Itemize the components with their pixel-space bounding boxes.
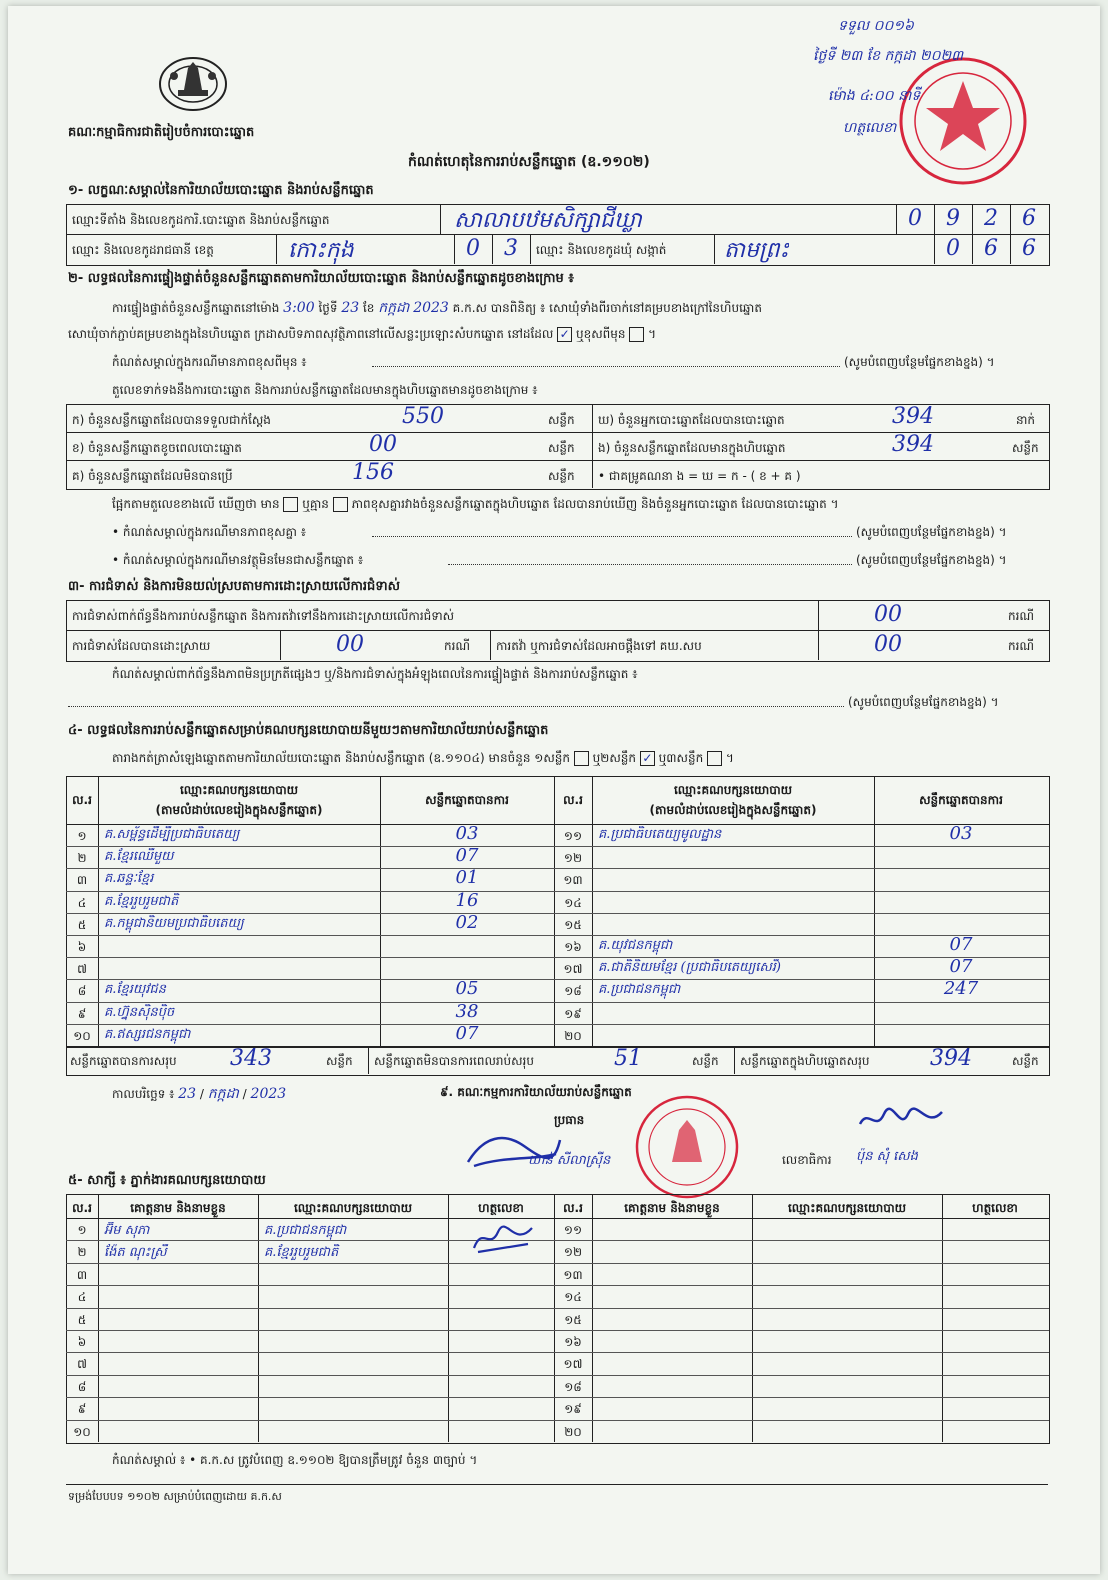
- chair-name: យាន់ សីលាស្រ៊ីន: [528, 1153, 611, 1168]
- spoiled-ballots-unit: សន្លឹក: [548, 441, 575, 455]
- results-row-number-right: ១៧: [563, 962, 583, 977]
- irregularity-note-label: កំណត់សម្គាល់ពាក់ព័ន្ធនឹងភាពមិនប្រក្រតីផ្សេងៗ ឬ/និងការជំទាស់ក្នុងអំឡុងពេលនៃការផ្ទៀងផ្ទាត់ និងការរាប់សន្លឹកឆ្នោត ៖: [112, 667, 638, 681]
- witness-row-number-left: ១: [77, 1223, 87, 1237]
- total-box-value: 394: [930, 1046, 972, 1071]
- results-row-number-right: ១១: [563, 829, 583, 843]
- objections-unit: ករណី: [1008, 609, 1035, 623]
- changed-label: ឬខុសពីមុន: [576, 327, 626, 341]
- results-col-votes-left: សន្លឹកឆ្នោតបានការ: [425, 793, 509, 807]
- total-box-unit: សន្លឹក: [1012, 1054, 1039, 1068]
- results-valid-votes-left: 03: [455, 823, 479, 844]
- totals-row: [66, 1046, 1050, 1076]
- witness-row-number-right: ១៣: [563, 1267, 583, 1282]
- two-sheets-checkbox[interactable]: ✓: [640, 751, 655, 766]
- stamp-note-line-4: ហត្ថលេខា: [843, 120, 897, 136]
- one-sheet-checkbox[interactable]: [574, 751, 589, 766]
- discrepancy-note-label: • កំណត់សម្គាល់ក្នុងករណីមានភាពខុសគ្នា ៖: [112, 525, 307, 539]
- objections-value: 00: [874, 602, 902, 627]
- signing-date-line: កាលបរិច្ឆេទ ៖ 23 / កក្កដា / 2023: [112, 1086, 287, 1102]
- commune-code-digit-2: 6: [984, 236, 998, 261]
- tally-sheets-three-label: ឬ៣សន្លឹក: [658, 751, 704, 765]
- unused-ballots-unit: សន្លឹក: [548, 469, 575, 483]
- check-month-value: កក្កដា: [378, 300, 410, 316]
- voters-label: ឃ) ចំនួនអ្នកបោះឆ្នោតដែលបានបោះឆ្នោត: [598, 413, 785, 427]
- results-row-number-left: ៥: [77, 917, 87, 932]
- irregularity-note-tail: (សូមបំពេញបន្ថែមផ្នែកខាងខ្នង) ។: [848, 695, 999, 709]
- has-discrepancy-checkbox[interactable]: [283, 497, 298, 512]
- discrepancy-note-tail: (សូមបំពេញបន្ថែមផ្នែកខាងខ្នង) ។: [856, 525, 1007, 539]
- seal-check-text: សោឃុំចាក់ភ្ជាប់គម្របខាងក្នុងនៃហិបឆ្នោត ក្រដាសបិទភាពសុវត្ថិភាពនៅលើសន្លះប្រឡោះសំបកឆ្នោត នៅដដែល: [68, 327, 554, 341]
- seal-note-line[interactable]: [372, 366, 840, 367]
- tally-sheets-one-label: តារាងកត់ត្រាសំឡេងឆ្នោតតាមការិយាល័យបោះឆ្នោត និងរាប់សន្លឹកឆ្នោត (ឧ.១១០៤) មានចំនួន ១សន្លឹក: [112, 751, 570, 765]
- discrepancy-text: ភាពខុសគ្នារវាងចំនួនសន្លឹកឆ្នោតក្នុងហិបឆ្នោត ដែលបានរាប់ឃើញ និងចំនួនអ្នកបោះឆ្នោត ដែលបានបោះឆ្នោត ។: [351, 497, 839, 511]
- foreign-object-note-line[interactable]: [448, 564, 852, 565]
- secretary-label: លេខាធិការ: [782, 1153, 832, 1167]
- signing-date-year: 2023: [250, 1086, 287, 1102]
- witness-col-no-left: ល.រ: [72, 1201, 92, 1215]
- total-invalid-unit: សន្លឹក: [692, 1054, 719, 1068]
- province-code-digit-2: 3: [504, 236, 518, 261]
- results-row-number-left: ១: [77, 829, 87, 843]
- unused-ballots-label: គ) ចំនួនសន្លឹកឆ្នោតដែលមិនបានប្រើ: [72, 469, 233, 483]
- witness-row-number-right: ១៨: [564, 1379, 582, 1394]
- check-time-prefix: ការផ្ទៀងផ្ទាត់ចំនួនសន្លឹកឆ្នោតនៅម៉ោង: [112, 301, 280, 315]
- results-party-name-left: គ.ខ្មែររួបរួមជាតិ: [104, 893, 179, 909]
- voters-value: 394: [892, 404, 934, 429]
- unused-ballots-value: 156: [352, 460, 394, 485]
- witness-row-number-right: ១៥: [564, 1312, 582, 1327]
- results-party-name-left: គ.ឥស្សរជនកម្ពុជា: [104, 1026, 191, 1042]
- results-col-party-sub-left: (តាមលំដាប់លេខរៀងក្នុងសន្លឹកឆ្នោត): [155, 803, 323, 817]
- results-party-name-right: គ.យុវជនកម្ពុជា: [598, 938, 673, 953]
- received-ballots-label: ក) ចំនួនសន្លឹកឆ្នោតដែលបានទទួលជាក់ស្ដែង: [72, 413, 271, 427]
- witness-row-number-right: ១២: [563, 1245, 583, 1260]
- witness-row-number-left: ២: [77, 1245, 87, 1260]
- three-sheets-checkbox[interactable]: [707, 751, 722, 766]
- received-stamp: [888, 46, 1038, 196]
- results-valid-votes-left: 07: [455, 845, 479, 867]
- results-row-number-left: ៣: [76, 873, 88, 888]
- changed-checkbox[interactable]: [629, 327, 644, 342]
- results-row-number-right: ២០: [564, 1028, 582, 1043]
- results-valid-votes-right: 247: [943, 978, 979, 1000]
- commune-value: តាមព្រះ: [724, 238, 790, 263]
- witness-row-number-left: ៤: [77, 1290, 87, 1305]
- results-row-number-right: ១៩: [564, 1006, 582, 1021]
- witness-col-sign-right: ហត្ថលេខា: [972, 1201, 1018, 1215]
- objections-label: ការជំទាស់ពាក់ព័ន្ធនឹងការរាប់សន្លឹកឆ្នោត និងការតវ៉ាទៅនឹងការដោះស្រាយលើការជំទាស់: [72, 609, 455, 623]
- commune-label: ឈ្មោះ និងលេខកូដឃុំ សង្កាត់: [536, 243, 667, 257]
- spoiled-ballots-value: 00: [369, 432, 397, 457]
- province-value: កោះកុង: [288, 238, 354, 263]
- witness-row-number-right: ១៩: [564, 1402, 582, 1417]
- results-valid-votes-right: 07: [949, 956, 973, 978]
- witness-signature: [468, 1218, 538, 1258]
- check-time-value: 3:00: [283, 300, 315, 316]
- witness-col-sign-left: ហត្ថលេខា: [478, 1201, 524, 1215]
- section5-heading: ៥- សាក្សី ៖ ភ្នាក់ងារគណបក្សនយោបាយ: [68, 1173, 266, 1188]
- results-col-no-left: ល.រ: [72, 793, 92, 807]
- total-invalid-value: 51: [614, 1046, 642, 1071]
- results-valid-votes-right: 07: [949, 934, 973, 955]
- secretary-signature: [856, 1102, 946, 1138]
- signing-date-day: 23: [178, 1086, 197, 1102]
- results-party-name-right: គ.ប្រជាធិបតេយ្យមូលដ្ឋាន: [598, 827, 722, 842]
- secretary-name: ប៉ុន សុំ សេង: [856, 1149, 918, 1164]
- chair-label: ប្រធាន: [554, 1113, 585, 1127]
- ballots-in-box-unit: សន្លឹក: [1012, 441, 1039, 455]
- station-code-digit-3: 2: [984, 206, 998, 231]
- station-name-value: សាលាបឋមសិក្សាជីឃ្លា: [454, 208, 642, 233]
- check-month-label: ខែ: [362, 301, 375, 315]
- spoiled-ballots-label: ខ) ចំនួនសន្លឹកឆ្នោតខូចពេលបោះឆ្នោត: [72, 441, 242, 455]
- witness-row-number-left: ៩: [77, 1402, 87, 1417]
- witness-row-number-left: ៣: [76, 1267, 88, 1282]
- formula-label: • ជាគម្រូគណនា ង = ឃ = ក - ( ខ + គ ): [598, 469, 801, 483]
- results-valid-votes-left: 02: [455, 911, 479, 933]
- witness-row-number-right: ១៧: [563, 1357, 583, 1372]
- election-form-sheet: [8, 6, 1100, 1574]
- check-year-value: 2023: [413, 300, 449, 316]
- total-valid-label: សន្លឹកឆ្នោតបានការសរុប: [70, 1054, 177, 1068]
- received-ballots-unit: សន្លឹក: [548, 413, 575, 427]
- results-col-votes-right: សន្លឹកឆ្នោតបានការ: [919, 793, 1003, 807]
- results-party-name-right: គ.ប្រជាជនកម្ពុជា: [598, 982, 681, 998]
- witness-col-party-left: ឈ្មោះគណបក្សនយោបាយ: [293, 1201, 413, 1215]
- witness-col-no-right: ល.រ: [563, 1201, 583, 1215]
- results-col-party-left: ឈ្មោះគណបក្សនយោបាយ: [179, 783, 299, 797]
- results-valid-votes-left: 05: [455, 978, 479, 1000]
- station-code-digit-1: 0: [908, 206, 922, 231]
- discrepancy-note-line[interactable]: [372, 536, 852, 537]
- results-row-number-left: ៤: [77, 895, 87, 910]
- seal-note-label: កំណត់សម្គាល់ក្នុងករណីមានភាពខុសពីមុន ៖: [112, 355, 307, 369]
- received-ballots-value: 550: [402, 404, 444, 429]
- resolved-label: ការជំទាស់ដែលបានដោះស្រាយ: [72, 639, 211, 653]
- stamp-note-line-3: ម៉ោង ៤:០០ នាទី: [828, 88, 921, 104]
- total-invalid-label: សន្លឹកឆ្នោតមិនបានការពេលរាប់សរុប: [374, 1054, 534, 1068]
- resolved-value: 00: [336, 632, 364, 657]
- results-row-number-right: ១៤: [564, 895, 582, 910]
- witness-row-number-left: ៥: [77, 1312, 87, 1327]
- discrepancy-line: [112, 496, 839, 514]
- section1-heading: ១- លក្ខណៈសម្គាល់នៃការិយាល័យបោះឆ្នោត និងរាប់សន្លឹកឆ្នោត: [68, 183, 374, 198]
- appeal-unit: ករណី: [1008, 639, 1035, 653]
- witness-party-left: គ.ប្រជាជនកម្ពុជា: [264, 1223, 347, 1238]
- same-checkbox[interactable]: ✓: [557, 327, 572, 342]
- foreign-object-note-label: • កំណត់សម្គាល់ក្នុងករណីមានវត្ថុមិនមែនជាសន្លឹកឆ្នោត ៖: [112, 553, 364, 567]
- results-row-number-right: ១៣: [563, 873, 583, 888]
- committee-label: ៩. គណៈកម្មការការិយាល័យរាប់សន្លឹកឆ្នោត: [440, 1085, 632, 1099]
- witness-name-left: អ៊ឹម សុភា: [104, 1223, 150, 1238]
- total-valid-unit: សន្លឹក: [326, 1054, 353, 1068]
- voters-unit: នាក់: [1016, 413, 1036, 427]
- results-row-number-right: ១៥: [564, 917, 582, 932]
- seal-check-line: សោឃុំចាក់ភ្ជាប់គម្របខាងក្នុងនៃហិបឆ្នោត ក្រដាសបិទភាពសុវត្ថិភាពនៅលើសន្លះប្រឡោះសំបកឆ្នោត នៅដដែល ✓ ឬខុសពីមុន ។: [68, 327, 657, 341]
- province-code-digit-1: 0: [466, 236, 480, 261]
- results-row-number-left: ៨: [77, 984, 87, 999]
- witness-row-number-left: ៨: [77, 1379, 87, 1394]
- results-party-name-left: គ.ហ្វ៊ុនស៊ិនប៉ិច: [104, 1004, 175, 1020]
- results-valid-votes-left: 16: [455, 889, 479, 911]
- results-party-name-right: គ.ជាតិនិយមខ្មែរ (ប្រជាធិបតេយ្យសេរី): [598, 960, 781, 976]
- appeal-label: ការតវ៉ា ឬការជំទាស់ដែលអាចផ្ដឹងទៅ គឃ.សប: [496, 639, 702, 653]
- station-name-label: ឈ្មោះទីតាំង និងលេខកូដការិ.បោះឆ្នោត និងរាប់សន្លឹកឆ្នោត: [72, 213, 330, 227]
- appeal-value: 00: [874, 632, 902, 657]
- results-party-name-left: គ.សម្ព័ន្ធដើម្បីប្រជាធិបតេយ្យ: [104, 827, 240, 842]
- commune-code-digit-3: 6: [1022, 236, 1036, 261]
- results-row-number-left: ៩: [77, 1006, 87, 1021]
- results-row-number-left: ២: [77, 851, 87, 866]
- committee-stamp: [632, 1092, 742, 1202]
- stamp-note-line-1: ទទួល ០០១៦: [838, 18, 914, 34]
- witness-row-number-left: ៦: [77, 1335, 87, 1349]
- check-time-suffix: គ.ក.ស បានពិនិត្យ ៖ សោឃុំទាំងពីរចាក់នៅគម្របខាងក្រៅនៃហិបឆ្នោត: [452, 301, 762, 315]
- results-valid-votes-left: 38: [455, 1000, 479, 1022]
- ballots-in-box-value: 394: [892, 432, 934, 457]
- results-valid-votes-right: 03: [949, 823, 973, 844]
- station-code-digit-2: 9: [946, 206, 960, 231]
- total-box-label: សន្លឹកឆ្នោតក្នុងហិបឆ្នោតសរុប: [740, 1054, 870, 1068]
- seal-note-tail: (សូមបំពេញបន្ថែមផ្នែកខាងខ្នង) ។: [844, 355, 995, 369]
- results-row-number-left: ៦: [77, 940, 87, 954]
- ballots-in-box-label: ង) ចំនួនសន្លឹកឆ្នោតដែលមានក្នុងហិបឆ្នោត: [598, 441, 786, 455]
- witness-col-name-left: គោត្តនាម និងនាមខ្លួន: [130, 1201, 226, 1215]
- section3-heading: ៣- ការជំទាស់ និងការមិនយល់ស្របតាមការដោះស្រាយលើការជំទាស់: [68, 579, 400, 594]
- witness-row-number-left: ១០: [73, 1424, 91, 1439]
- witness-row-number-right: ១១: [563, 1223, 583, 1237]
- resolved-unit: ករណី: [444, 639, 471, 653]
- foreign-object-note-tail: (សូមបំពេញបន្ថែមផ្នែកខាងខ្នង) ។: [856, 553, 1007, 567]
- results-valid-votes-left: 07: [455, 1022, 479, 1044]
- irregularity-note-line[interactable]: [68, 706, 844, 707]
- results-party-name-left: គ.ខ្មែរយុវជន: [104, 982, 166, 998]
- nec-emblem-logo: [156, 50, 230, 114]
- check-time-line: [112, 298, 762, 319]
- form-footer: ទម្រង់បែបបទ ១១០២ សម្រាប់បំពេញដោយ គ.ក.ស: [68, 1490, 282, 1503]
- results-row-number-left: ៧: [77, 962, 87, 977]
- witness-name-left: ង៉ែត ណុះស្រី: [104, 1245, 167, 1261]
- figures-intro: តួលេខទាក់ទងនឹងការបោះឆ្នោត និងការរាប់សន្លឹកឆ្នោតដែលមានក្នុងហិបឆ្នោតមានដូចខាងក្រោម ៖: [112, 383, 538, 397]
- witness-row-number-right: ២០: [564, 1424, 582, 1439]
- no-discrepancy-label: ឬគ្មាន: [302, 497, 329, 511]
- station-code-digit-4: 6: [1022, 206, 1036, 231]
- tally-sheets-two-label: ឬ២សន្លឹក: [592, 751, 637, 765]
- results-col-no-right: ល.រ: [563, 793, 583, 807]
- results-party-name-left: គ.ឆន្ទៈខ្មែរ: [104, 871, 154, 887]
- authority-name: គណៈកម្មាធិការជាតិរៀបចំការបោះឆ្នោត: [68, 125, 255, 140]
- section4-heading: ៤- លទ្ធផលនៃការរាប់សន្លឹកឆ្នោតសម្រាប់គណបក្សនយោបាយនីមួយៗតាមការិយាល័យរាប់សន្លឹកឆ្នោត: [68, 723, 549, 738]
- no-discrepancy-checkbox[interactable]: [333, 497, 348, 512]
- total-valid-value: 343: [230, 1046, 272, 1071]
- check-day-label: ថ្ងៃទី: [318, 301, 338, 315]
- check-day-value: 23: [341, 300, 360, 316]
- results-valid-votes-left: 01: [455, 867, 479, 889]
- results-party-name-left: គ.កម្ពុជានិយមប្រជាធិបតេយ្យ: [104, 915, 244, 931]
- results-col-party-right: ឈ្មោះគណបក្សនយោបាយ: [673, 783, 793, 797]
- witness-note: កំណត់សម្គាល់ ៖ • គ.ក.ស ត្រូវបំពេញ ឧ.១១០២ ឱ្យបានត្រឹមត្រូវ ចំនួន ៣ច្បាប់ ។: [112, 1453, 478, 1467]
- witness-col-party-right: ឈ្មោះគណបក្សនយោបាយ: [787, 1201, 907, 1215]
- results-party-name-left: គ.ខ្មែរឈើមួយ: [104, 849, 174, 865]
- signing-date-month: កក្កដា: [207, 1086, 239, 1102]
- signing-date-label: កាលបរិច្ឆេទ ៖: [112, 1087, 175, 1101]
- results-row-number-right: ១៦: [564, 940, 582, 954]
- witness-row-number-right: ១៤: [564, 1290, 582, 1305]
- witness-row-number-left: ៧: [77, 1357, 87, 1372]
- form-title: កំណត់ហេតុនៃការរាប់សន្លឹកឆ្នោត (ឧ.១១០២): [408, 154, 650, 170]
- witness-col-name-right: គោត្តនាម និងនាមខ្លួន: [624, 1201, 720, 1215]
- results-col-party-sub-right: (តាមលំដាប់លេខរៀងក្នុងសន្លឹកឆ្នោត): [649, 803, 817, 817]
- province-label: ឈ្មោះ និងលេខកូដរាជធានី ខេត្ត: [72, 243, 214, 257]
- tally-sheets-line: តារាងកត់ត្រាសំឡេងឆ្នោតតាមការិយាល័យបោះឆ្នោត និងរាប់សន្លឹកឆ្នោត (ឧ.១១០៤) មានចំនួន ១សន្លឹក ឬ២សន្លឹក ✓ ឬ៣សន្លឹក ។: [112, 751, 734, 765]
- results-row-number-right: ១៨: [564, 984, 582, 999]
- witness-row-number-right: ១៦: [564, 1335, 582, 1349]
- witness-party-left: គ.ខ្មែររួបរួមជាតិ: [264, 1245, 339, 1261]
- has-discrepancy-label: ផ្អែកតាមតួលេខខាងលើ ឃើញថា មាន: [112, 497, 280, 511]
- stamp-note-line-2: ថ្ងៃទី ២៣ ខែ កក្កដា ២០២៣: [813, 48, 964, 64]
- section2-heading: ២- លទ្ធផលនៃការផ្ទៀងផ្ទាត់ចំនួនសន្លឹកឆ្នោតតាមការិយាល័យបោះឆ្នោត និងរាប់សន្លឹកឆ្នោតដូចខាងក្រោម ៖: [68, 271, 574, 286]
- results-row-number-right: ១២: [563, 851, 583, 866]
- results-row-number-left: ១០: [73, 1028, 91, 1043]
- commune-code-digit-1: 0: [946, 236, 960, 261]
